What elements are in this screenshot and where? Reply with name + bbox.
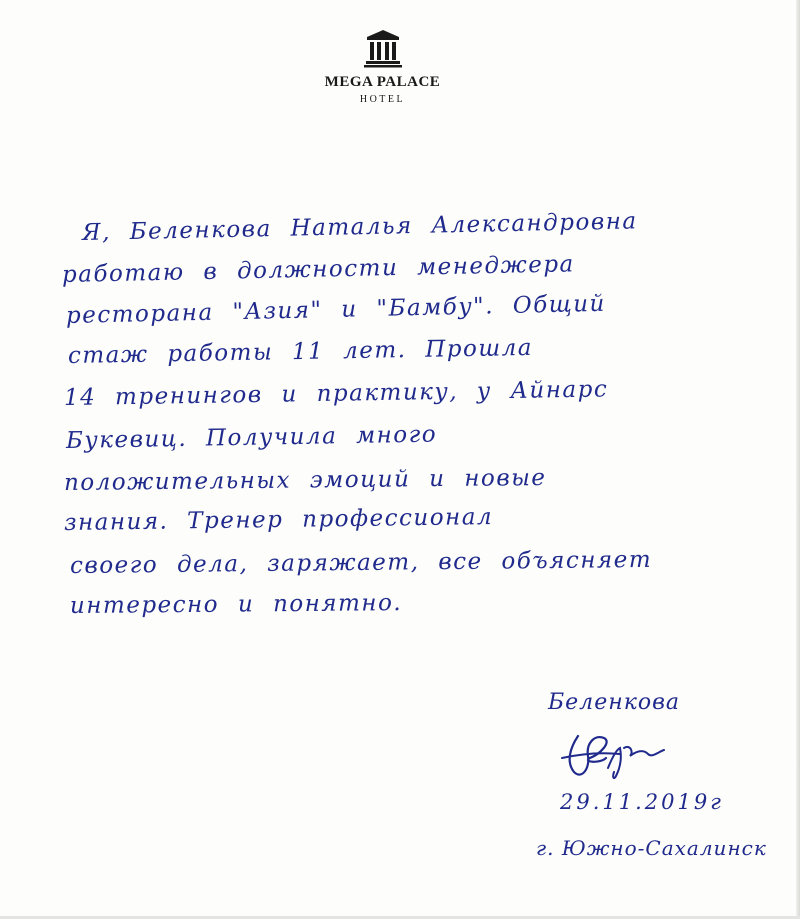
- signature-date: 29.11.2019г: [560, 790, 724, 814]
- letter-line: Я, Беленкова Наталья Александровна: [81, 208, 638, 246]
- letter-line: положительных эмоций и новые: [63, 464, 547, 496]
- columns-building-icon: [363, 28, 403, 68]
- letter-line: интересно и понятно.: [69, 590, 403, 619]
- letter-line: своего дела, заряжает, все объясняет: [69, 546, 653, 579]
- scan-edge-right: [796, 0, 800, 919]
- signature-city: г. Южно-Сахалинск: [536, 836, 767, 860]
- hotel-subtitle: HOTEL: [359, 94, 406, 105]
- signer-name: Беленкова: [548, 690, 681, 715]
- handwritten-signature: [560, 728, 670, 784]
- letter-line: стаж работы 11 лет. Прошла: [67, 334, 534, 369]
- letter-line: знания. Тренер профессионал: [63, 504, 494, 536]
- hotel-name: MEGA PALACE: [324, 74, 441, 90]
- letter-line: Букевиц. Получила много: [65, 421, 438, 454]
- letter-line: ресторана "Азия" и "Бамбу". Общий: [65, 290, 607, 329]
- letter-line: 14 тренингов и практику, у Айнарс: [63, 376, 609, 411]
- letter-line: работаю в должности менеджера: [61, 251, 576, 288]
